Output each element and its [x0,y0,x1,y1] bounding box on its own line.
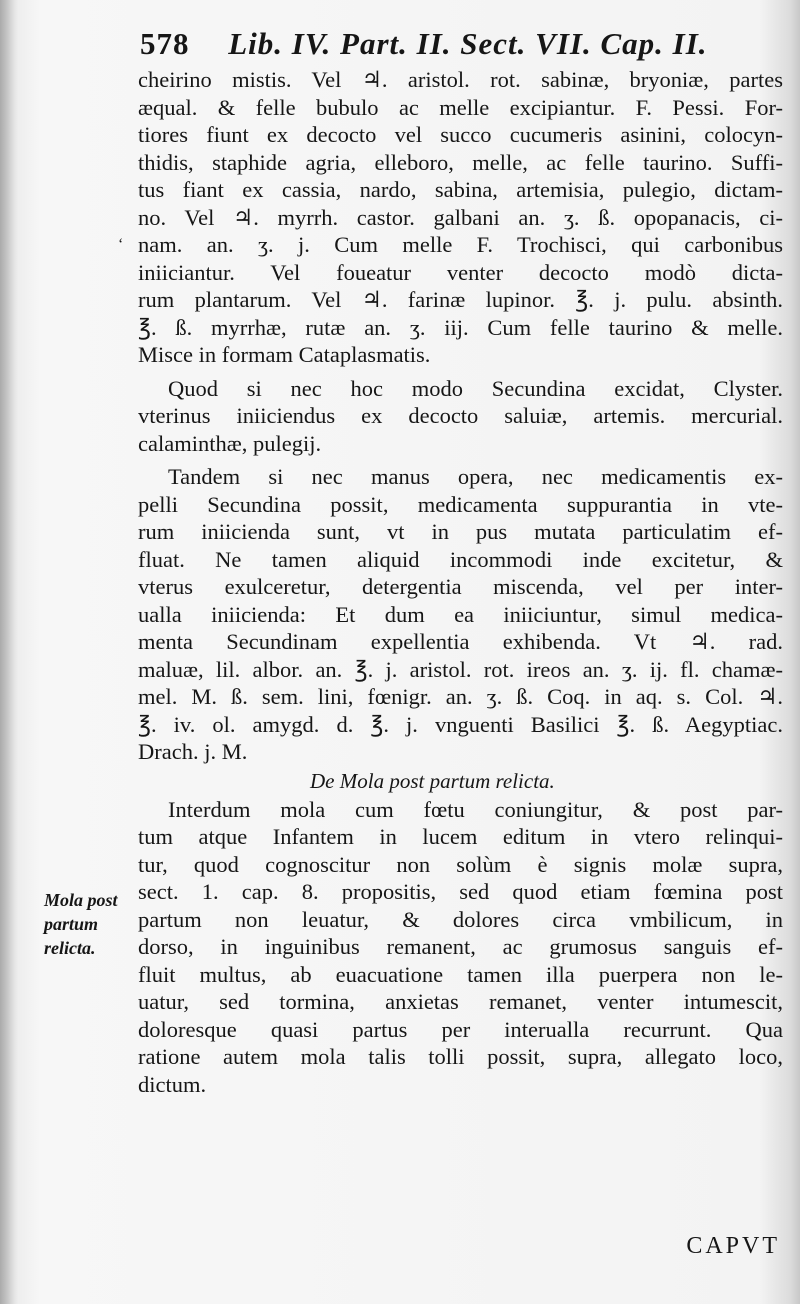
text-line: no. Vel ♃. myrrh. castor. galbani an. ʒ. ß. opopanacis, ci- [138,204,783,230]
text-line: dorso, in inguinibus remanent, ac grumosus sanguis ef- [138,934,783,959]
text-line: Drach. j. M. [138,739,248,764]
text-line: ℥. iv. ol. amygd. d. ℥. j. vnguenti Basilici ℥. ß. Aegyptiac. [138,711,783,737]
text-line: rum plantarum. Vel ♃. farinæ lupinor. ℥. j. pulu. absinth. [138,287,783,312]
margin-note-line: relicta. [44,938,96,958]
margin-note-line: Mola post [44,890,118,910]
text-line: tur, quod cognoscitur non solùm è signis molæ supra, [138,851,783,877]
text-line: sect. 1. cap. 8. propositis, sed quod etiam fœmina post [138,879,783,904]
text-line: cheirino mistis. Vel ♃. aristol. rot. sabinæ, bryoniæ, partes [138,67,783,92]
text-line: nam. an. ʒ. j. Cum melle F. Trochisci, qui carbonibus [138,232,783,257]
text-line: tum atque Infantem in lucem editum in vtero relinqui- [138,824,783,849]
text-line: calaminthæ, pulegij. [138,430,322,456]
text-line: pelli Secundina possit, medicamenta suppurantia in vte- [138,491,783,517]
catchword: CAPVT [686,1233,780,1259]
text-line: doloresque quasi partus per interualla recurrunt. Qua [138,1016,783,1042]
running-title: Lib. IV. Part. II. Sect. VII. Cap. II. [228,26,708,61]
text-line: vterinus iniiciendus ex decocto saluiæ, artemis. mercurial. [138,403,783,428]
text-line: vterus exulceretur, detergentia miscenda, vel per inter- [138,574,783,599]
text-line: fluit multus, ab euacuatione tamen illa puerpera non le- [138,961,783,987]
paragraph-suppurantia [138,463,783,766]
main-text [138,66,783,1098]
text-line: rum iniicienda sunt, vt in pus mutata particulatim ef- [138,519,783,544]
text-line: mel. M. ß. sem. lini, fœnigr. an. ʒ. ß. Coq. in aq. s. Col. ♃. [138,684,783,709]
text-line: thidis, staphide agria, elleboro, melle, ac felle taurino. Suffi- [138,149,783,175]
text-line: menta Secundinam expellentia exhibenda. Vt ♃. rad. [138,629,783,654]
text-line: uatur, sed tormina, anxietas remanet, venter intumescit, [138,989,783,1014]
margin-note-line: partum [44,914,99,934]
section-heading: De Mola post partum relicta. [310,768,555,793]
paragraph-mola [138,796,783,1099]
text-line: Misce in formam Cataplasmatis. [138,342,431,367]
text-line: dictum. [138,1071,207,1097]
text-line: Quod si nec hoc modo Secundina excidat, Clyster. [168,375,783,401]
text-line: ℥. ß. myrrhæ, rutæ an. ʒ. iij. Cum felle taurino & melle. [138,314,783,340]
page-number: 578 [140,26,190,61]
running-header [140,26,760,62]
text-line: Tandem si nec manus opera, nec medicamentis ex- [168,464,783,489]
paragraph-recipes [138,66,783,369]
margin-note [44,888,136,960]
text-line: tus fiant ex cassia, nardo, sabina, artemisia, pulegio, dictam- [138,177,783,202]
text-line: Interdum mola cum fœtu coniungitur, & post par- [168,796,783,822]
text-line: ualla iniicienda: Et dum ea iniiciuntur, simul medica- [138,601,783,627]
text-line: partum non leuatur, & dolores circa vmbilicum, in [138,906,783,932]
text-line: ratione autem mola talis tolli possit, supra, allegato loco, [138,1044,783,1069]
margin-tick-mark: ‘ [118,236,124,253]
paragraph-clyster [138,375,783,458]
text-line: tiores fiunt ex decocto vel succo cucumeris asinini, colocyn- [138,122,783,147]
text-line: æqual. & felle bubulo ac melle excipiantur. F. Pessi. For- [138,94,783,120]
text-line: fluat. Ne tamen aliquid incommodi inde excitetur, & [138,546,783,572]
text-line: maluæ, lil. albor. an. ℥. j. aristol. rot. ireos an. ʒ. ij. fl. chamæ- [138,656,783,682]
text-line: iniiciantur. Vel foueatur venter decocto modò dicta- [138,259,783,285]
